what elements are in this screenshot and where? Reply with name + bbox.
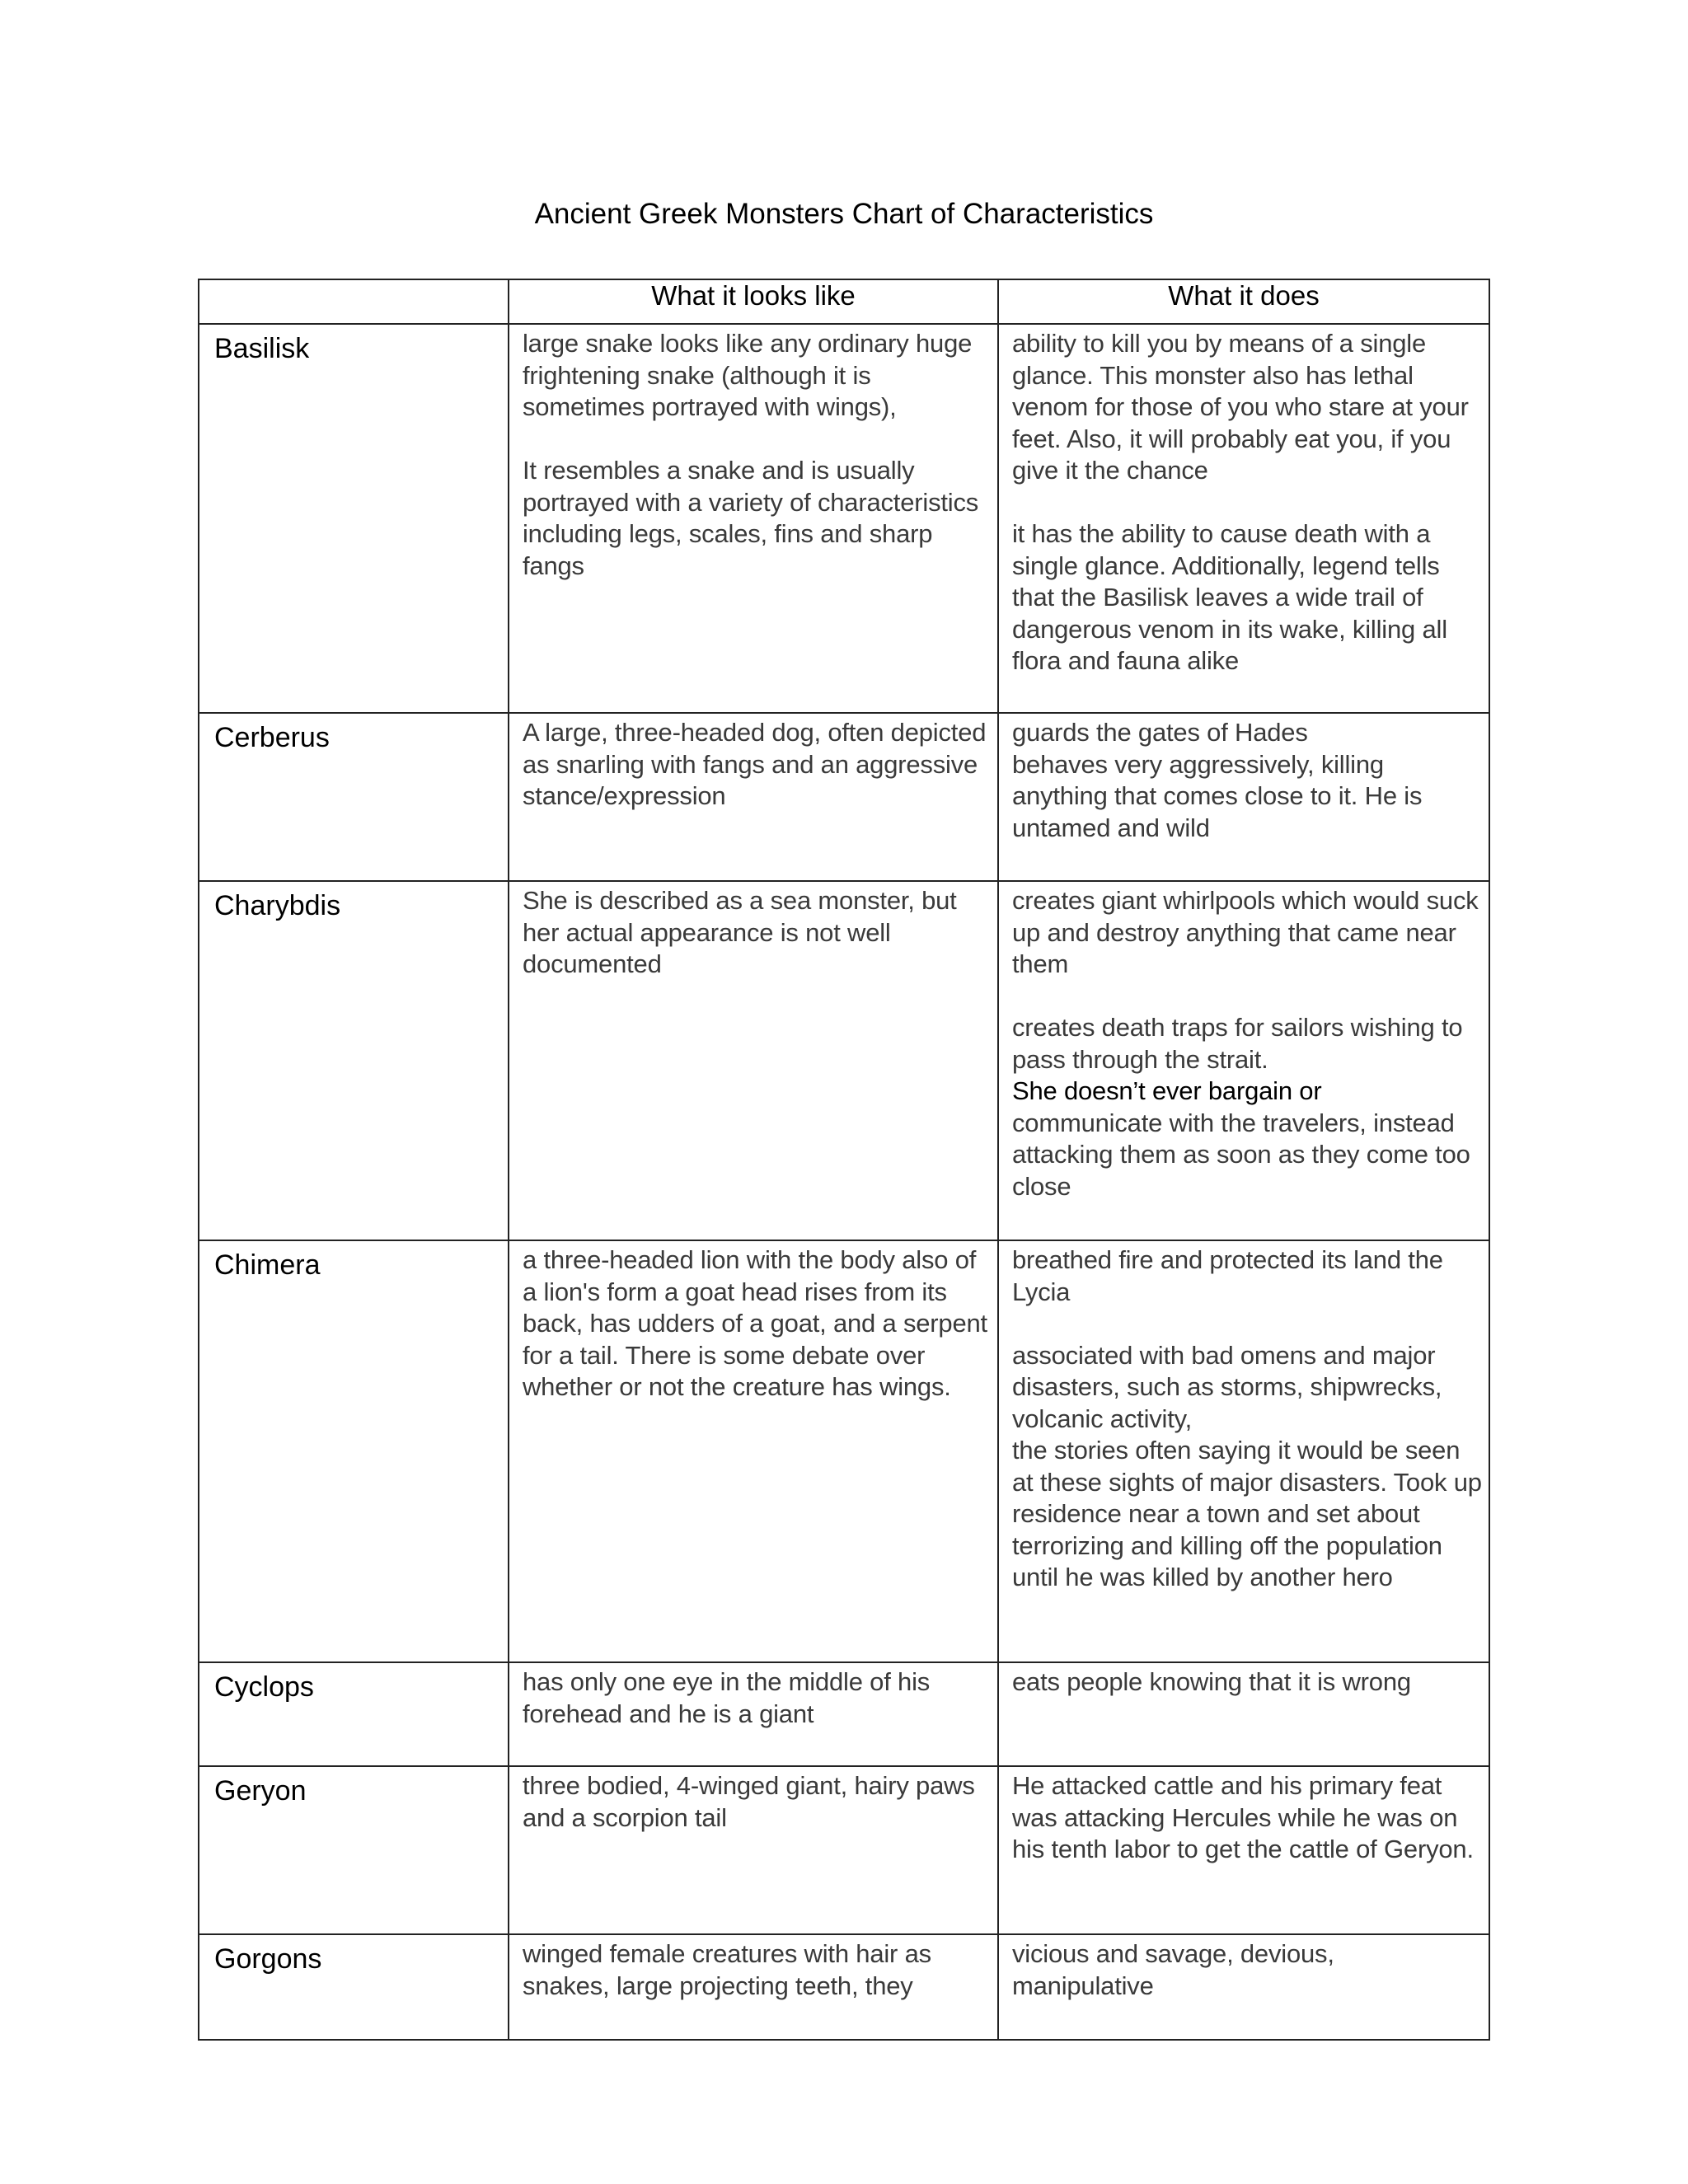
monster-name: Charybdis [199, 881, 509, 1240]
looks-cell [509, 1934, 998, 2040]
table-row [199, 1240, 1489, 1662]
looks-text: three bodied, 4-winged giant, hairy paws and a scorpion tail [523, 1771, 975, 1832]
looks-cell [509, 881, 998, 1240]
looks-cell [509, 1240, 998, 1662]
looks-cell [509, 324, 998, 713]
does-cell [998, 713, 1489, 881]
looks-text: It resembles a snake and is usually portrayed with a variety of characteristics including legs, scales, fins and sharp fangs [523, 456, 979, 580]
looks-cell [509, 1766, 998, 1934]
looks-text: A large, three-headed dog, often depicted as snarling with fangs and an aggressive stance/expression [523, 718, 987, 810]
does-text: eats people knowing that it is wrong [1012, 1667, 1411, 1696]
monster-chart-table [198, 279, 1490, 2041]
does-text: ability to kill you by means of a single glance. This monster also has lethal venom for those of you who stare at your feet. Also, it will probably eat you, if you give it the chance [1012, 329, 1469, 485]
monster-name: Basilisk [199, 324, 509, 713]
monster-name: Cyclops [199, 1662, 509, 1766]
does-text: guards the gates of Hades [1012, 718, 1308, 747]
header-does: What it does [998, 279, 1489, 324]
does-text: She doesn’t ever bargain or [1012, 1076, 1322, 1105]
does-text: associated with bad omens and major disasters, such as storms, shipwrecks, volcanic activity, [1012, 1340, 1442, 1433]
table-row [199, 324, 1489, 713]
header-looks: What it looks like [509, 279, 998, 324]
does-text: creates giant whirlpools which would suck up and destroy anything that came near them [1012, 886, 1479, 978]
monster-name: Cerberus [199, 713, 509, 881]
table-row [199, 1934, 1489, 2040]
table-row [199, 1662, 1489, 1766]
monster-name: Chimera [199, 1240, 509, 1662]
does-cell [998, 324, 1489, 713]
looks-text: has only one eye in the middle of his forehead and he is a giant [523, 1667, 931, 1728]
table-row [199, 881, 1489, 1240]
does-text: breathed fire and protected its land the Lycia [1012, 1245, 1443, 1306]
does-text: creates death traps for sailors wishing to pass through the strait. [1012, 1013, 1463, 1074]
does-cell [998, 1934, 1489, 2040]
does-cell [998, 1662, 1489, 1766]
monster-name: Geryon [199, 1766, 509, 1934]
does-text: He attacked cattle and his primary feat was attacking Hercules while he was on his tenth labor to get the cattle of Geryon. [1012, 1771, 1474, 1863]
monster-name: Gorgons [199, 1934, 509, 2040]
table-row [199, 1766, 1489, 1934]
does-text: the stories often saying it would be seen at these sights of major disasters. Took up residence near a town and set about terrorizing and killing off the population until he was killed by another hero [1012, 1436, 1482, 1591]
looks-cell [509, 1662, 998, 1766]
page-title: Ancient Greek Monsters Chart of Characteristics [534, 198, 1154, 230]
does-text: vicious and savage, devious, manipulative [1012, 1939, 1334, 2000]
does-cell [998, 881, 1489, 1240]
header-empty [199, 279, 509, 324]
looks-text: large snake looks like any ordinary huge frightening snake (although it is sometimes portrayed with wings), [523, 329, 973, 421]
does-cell [998, 1766, 1489, 1934]
table-header-row [199, 279, 1489, 324]
looks-text: winged female creatures with hair as snakes, large projecting teeth, they [523, 1939, 931, 2000]
looks-text: She is described as a sea monster, but her actual appearance is not well documented [523, 886, 957, 978]
does-text: behaves very aggressively, killing anything that comes close to it. He is untamed and wild [1012, 749, 1423, 842]
table-row [199, 713, 1489, 881]
does-cell [998, 1240, 1489, 1662]
looks-text: a three-headed lion with the body also of a lion's form a goat head rises from its back, has udders of a goat, and a serpent for a tail. There is some debate over whether or not the creature has wings. [523, 1245, 987, 1401]
does-text: communicate with the travelers, instead attacking them as soon as they come too close [1012, 1108, 1470, 1201]
looks-cell [509, 713, 998, 881]
does-text: it has the ability to cause death with a single glance. Additionally, legend tells that the Basilisk leaves a wide trail of dangerous venom in its wake, killing all flora and fauna alike [1012, 519, 1447, 675]
